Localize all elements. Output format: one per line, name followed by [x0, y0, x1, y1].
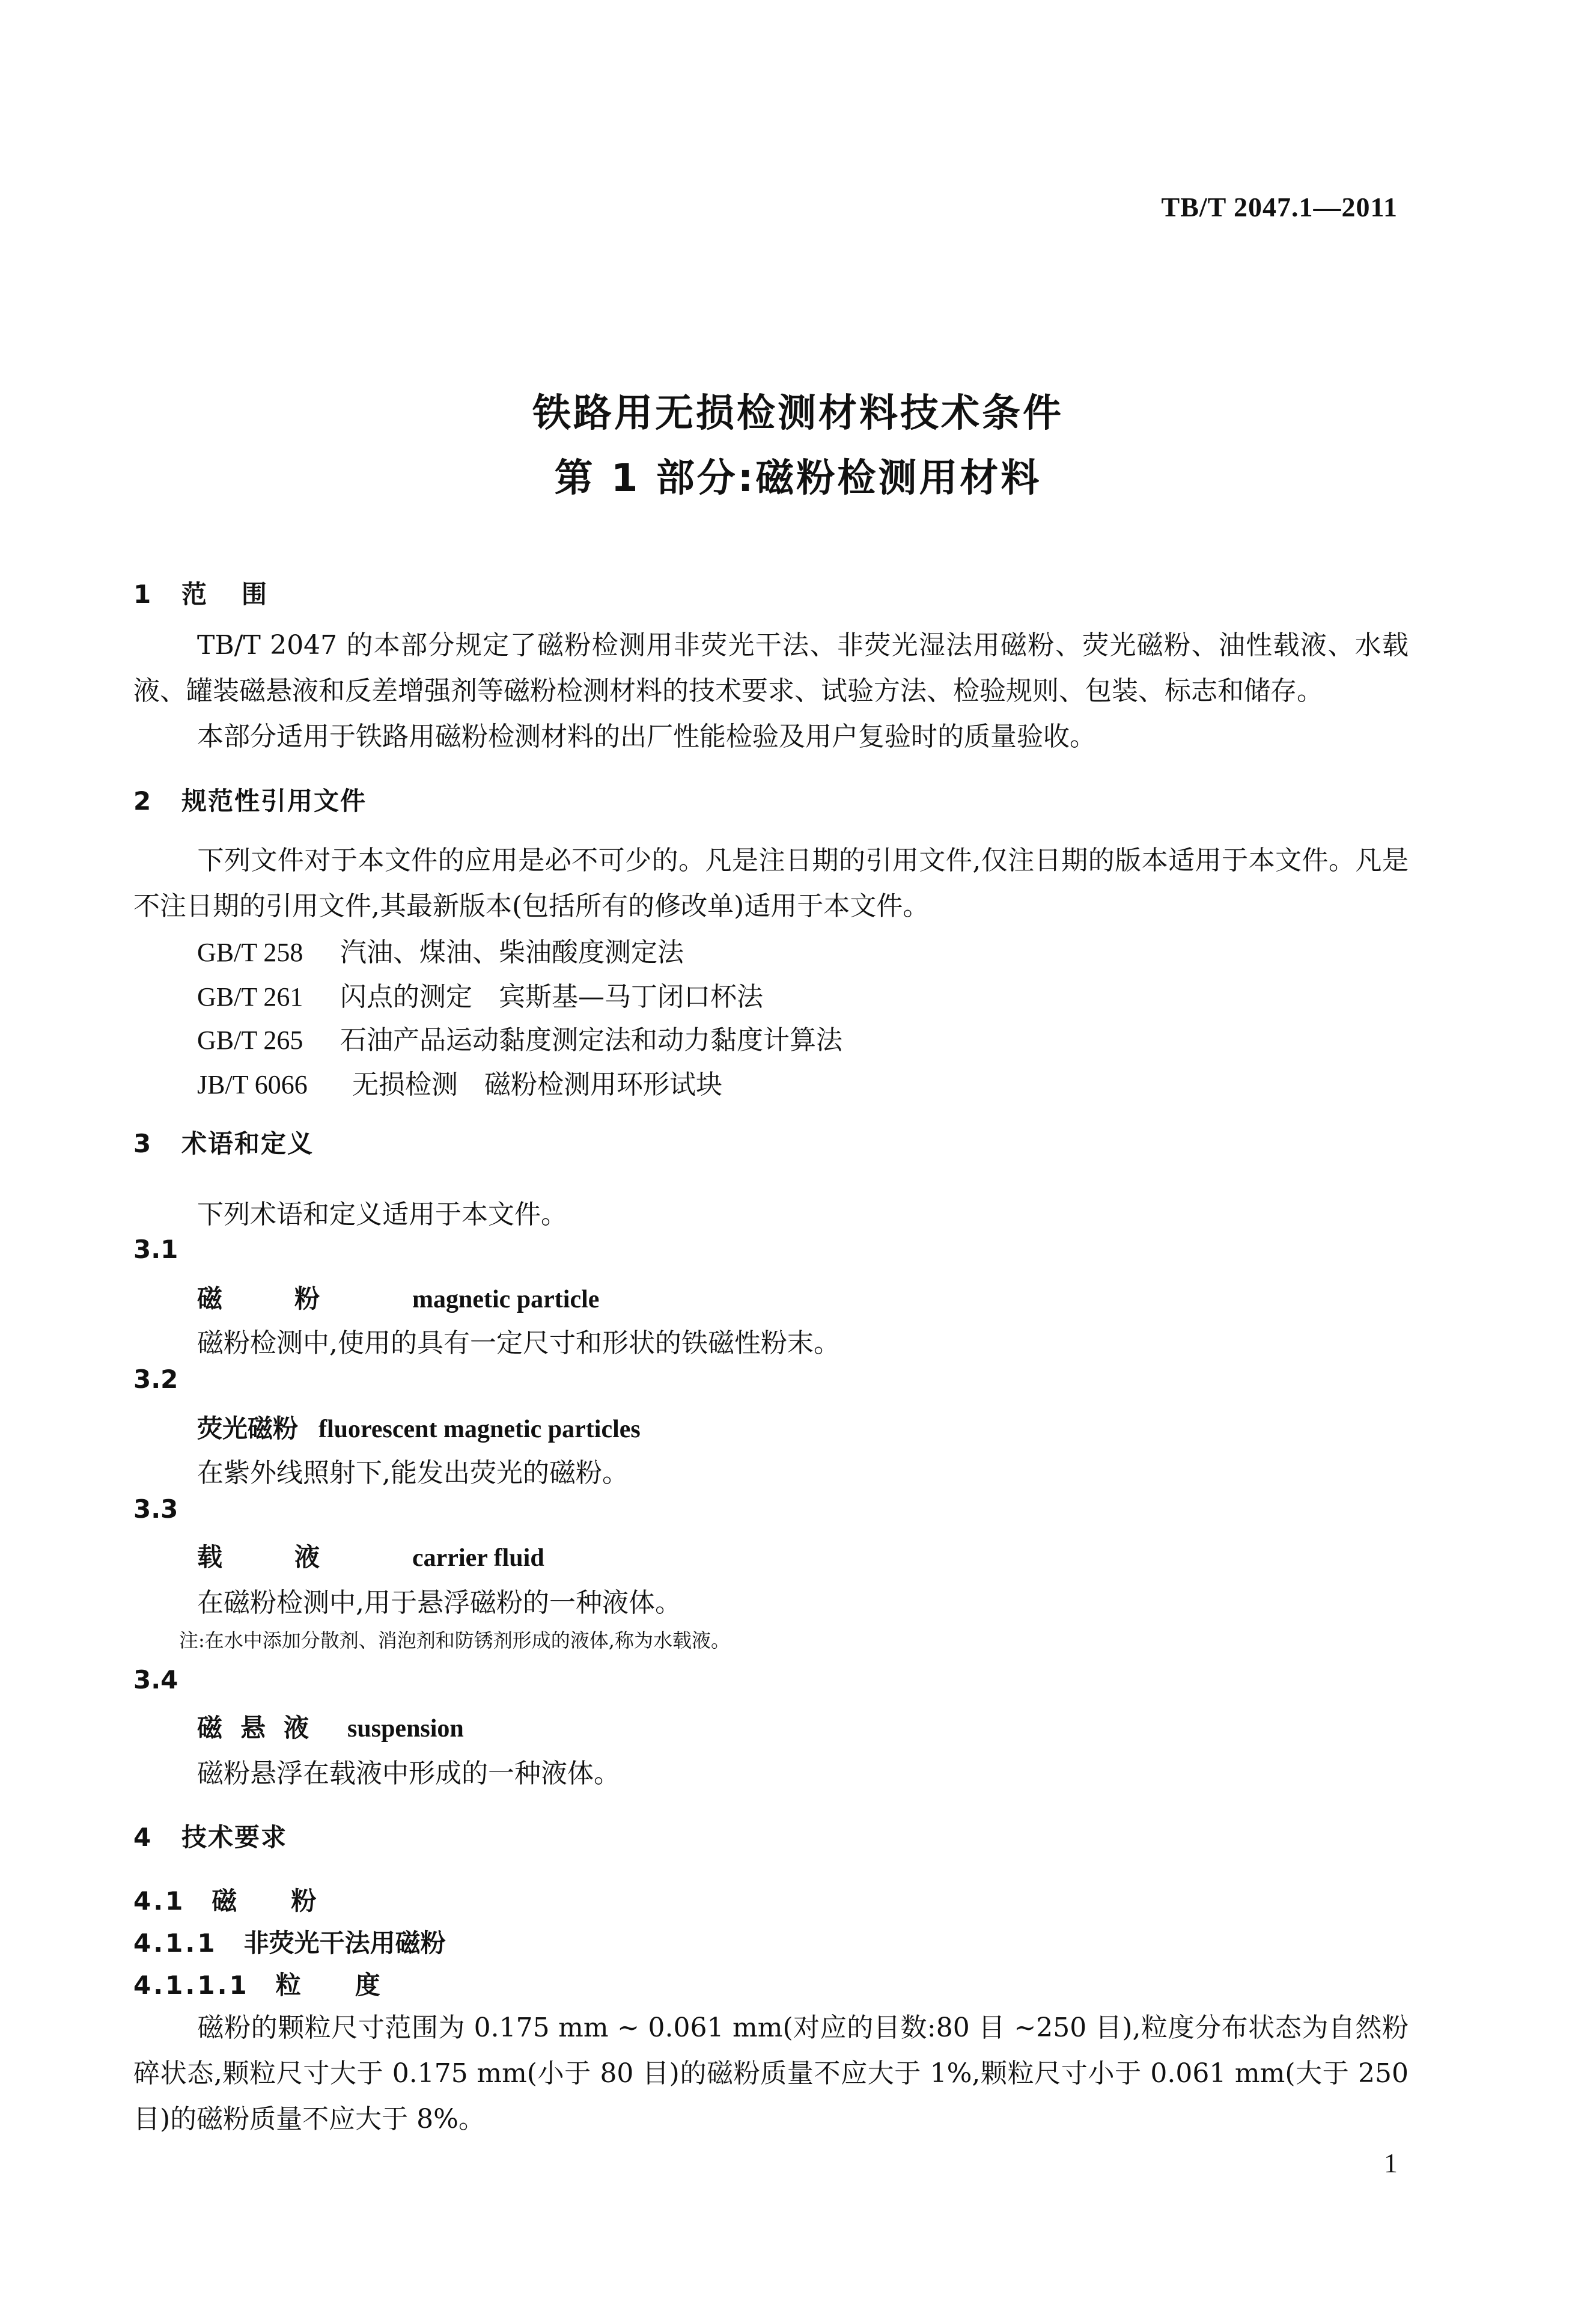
section-3-intro: 下列术语和定义适用于本文件。: [197, 1199, 567, 1230]
subsection-number: 4.1.1: [133, 1928, 218, 1958]
reference-code: GB/T 261: [197, 982, 303, 1012]
term-entry: [197, 1538, 544, 1574]
term-number: 3.1: [133, 1235, 178, 1264]
term-definition: 在磁粉检测中,用于悬浮磁粉的一种液体。: [197, 1587, 681, 1618]
section-number: 1: [133, 579, 151, 609]
page-number: 1: [1384, 2148, 1398, 2178]
term-chinese: 荧光磁粉: [197, 1414, 299, 1443]
section-1-heading: [133, 575, 302, 611]
section-2-paragraph-1: [133, 838, 1409, 929]
term-chinese: 磁粉: [197, 1284, 392, 1313]
section-title: 范围: [181, 579, 302, 609]
subsection-4-1: [133, 1881, 370, 1917]
reference-title: 闪点的测定 宾斯基—马丁闭口杯法: [340, 982, 763, 1012]
reference-item: [197, 1063, 722, 1101]
term-english: suspension: [347, 1715, 464, 1743]
subsection-number: 4.1.1.1: [133, 1970, 249, 2000]
term-note: 注:在水中添加分散剂、消泡剂和防锈剂形成的液体,称为水载液。: [179, 1629, 730, 1652]
reference-code: JB/T 6066: [197, 1070, 308, 1099]
term-definition: 在紫外线照射下,能发出荧光的磁粉。: [197, 1458, 629, 1488]
term-chinese: 载液: [197, 1542, 392, 1572]
section-number: 4: [133, 1823, 151, 1852]
title-line-1: 铁路用无损检测材料技术条件: [532, 391, 1064, 436]
section-title: 术语和定义: [181, 1129, 314, 1158]
term-entry: [197, 1279, 599, 1315]
subsection-title: 非荧光干法用磁粉: [243, 1928, 446, 1958]
term-number: 3.2: [133, 1364, 178, 1394]
reference-code: GB/T 265: [197, 1025, 303, 1055]
reference-title: 石油产品运动黏度测定法和动力黏度计算法: [340, 1025, 842, 1056]
term-definition: 磁粉悬浮在载液中形成的一种液体。: [197, 1758, 620, 1789]
title-line-2: 第 1 部分:磁粉检测用材料: [554, 456, 1042, 501]
reference-title: 汽油、煤油、柴油酸度测定法: [340, 937, 684, 968]
subsection-4-1-1: [133, 1923, 446, 1960]
section-1-paragraph-2: [133, 714, 1409, 760]
term-definition: 磁粉检测中,使用的具有一定尺寸和形状的铁磁性粉末。: [197, 1328, 840, 1358]
term-entry: [197, 1409, 641, 1445]
section-number: 2: [133, 786, 151, 816]
paragraph-text: TB/T 2047 的本部分规定了磁粉检测用非荧光干法、非荧光湿法用磁粉、荧光磁粉、油性载液、水载液、罐装磁悬液和反差增强剂等磁粉检测材料的技术要求、试验方法、检验规则、包装、标志和储存。: [133, 630, 1409, 706]
subsection-title: 粒度: [275, 1970, 434, 2000]
section-4-heading: [133, 1818, 287, 1854]
section-title: 规范性引用文件: [181, 786, 367, 816]
section-3-heading: [133, 1124, 314, 1160]
document-id: TB/T 2047.1—2011: [1161, 192, 1398, 222]
paragraph-text: 下列文件对于本文件的应用是必不可少的。凡是注日期的引用文件,仅注日期的版本适用于本文件。凡是不注日期的引用文件,其最新版本(包括所有的修改单)适用于本文件。: [133, 845, 1409, 921]
section-4-paragraph-1: [133, 2005, 1409, 2142]
section-title: 技术要求: [181, 1823, 288, 1852]
subsection-number: 4.1: [133, 1886, 186, 1916]
subsection-title: 磁粉: [212, 1886, 371, 1916]
term-english: fluorescent magnetic particles: [318, 1416, 641, 1443]
reference-code: GB/T 258: [197, 938, 303, 967]
reference-title: 无损检测 磁粉检测用环形试块: [352, 1069, 722, 1100]
term-number: 3.3: [133, 1494, 178, 1524]
paragraph-text: 本部分适用于铁路用磁粉检测材料的出厂性能检验及用户复验时的质量验收。: [197, 721, 1096, 752]
subsection-4-1-1-1: [133, 1966, 434, 2002]
reference-item: [197, 975, 763, 1013]
term-chinese: 磁悬液: [197, 1713, 327, 1743]
term-entry: [197, 1708, 464, 1744]
section-2-heading: [133, 781, 367, 817]
section-1-paragraph-1: [133, 623, 1409, 714]
section-number: 3: [133, 1129, 151, 1158]
term-english: magnetic particle: [412, 1286, 600, 1313]
reference-item: [197, 1018, 842, 1057]
reference-item: [197, 930, 684, 969]
term-english: carrier fluid: [412, 1544, 544, 1572]
term-number: 3.4: [133, 1665, 178, 1694]
paragraph-text: 磁粉的颗粒尺寸范围为 0.175 mm ~ 0.061 mm(对应的目数:80 目 ~250 目),粒度分布状态为自然粉碎状态,颗粒尺寸大于 0.175 mm(小于 80 目)的磁粉质量不应大于 1%,颗粒尺寸小于 0.061 mm(大于 250 目)的磁粉质量不应大于 8%。: [133, 2012, 1409, 2134]
